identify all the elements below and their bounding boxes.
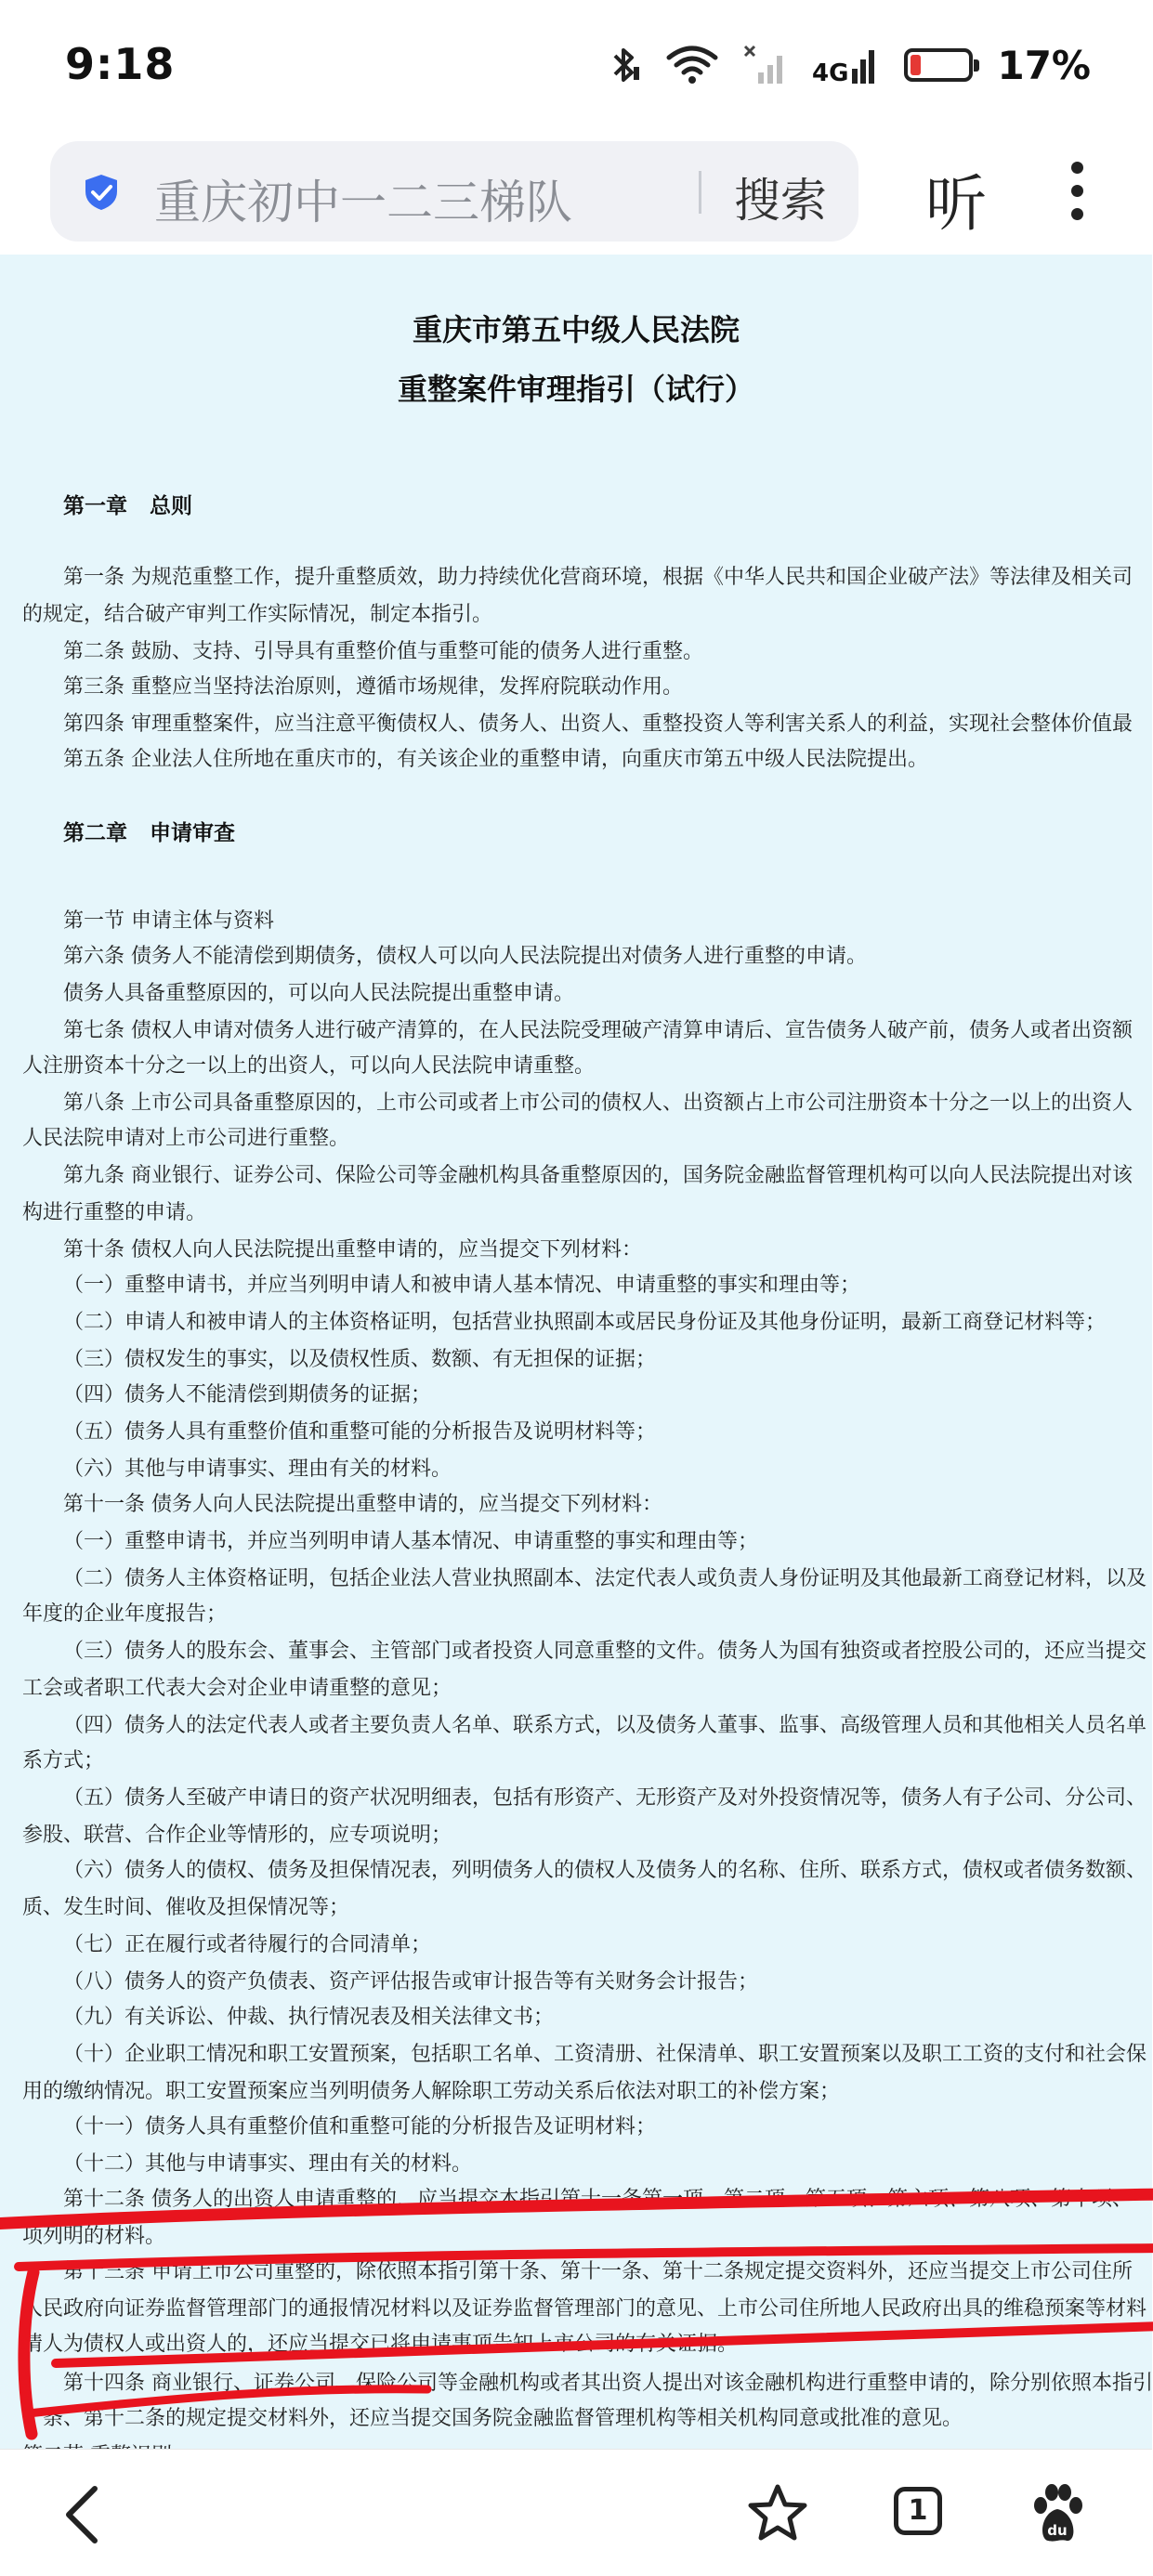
search-input[interactable]: 重庆初中一二三梯队 xyxy=(154,176,572,229)
more-vertical-icon[interactable] xyxy=(1063,162,1091,227)
status-icons xyxy=(608,37,1091,93)
signal-icon xyxy=(743,45,788,85)
battery-percent: 17% xyxy=(997,42,1091,88)
document-line: 参股、联营、合作企业等情形的，应专项说明； xyxy=(22,1824,452,1847)
document-line: 债务人具备重整原因的，可以向人民法院提出重整申请。 xyxy=(63,982,575,1005)
document-line: （六）债务人的债权、债务及担保情况表，列明债务人的债权人及债务人的名称、住所、联系方式，债权或者债务数额、 xyxy=(63,1859,1147,1882)
document-line: （四）债务人的法定代表人或者主要负责人名单、联系方式，以及债务人董事、监事、高级管理人员和其他相关人员名单 xyxy=(63,1714,1147,1737)
document-line: （十）企业职工情况和职工安置预案，包括职工名单、工资清册、社保清单、职工安置预案以及职工工资的支付和社会保 xyxy=(63,2043,1147,2066)
document-line: 第十四条 商业银行、证券公司、保险公司等金融机构或者其出资人提出对该金融机构进行重整申请的，除分别依照本指引 xyxy=(63,2372,1153,2395)
document-line: 项列明的材料。 xyxy=(22,2225,166,2248)
svg-text:du: du xyxy=(1047,2522,1068,2539)
bottom-navigation xyxy=(0,2449,1152,2576)
document-line: （一）重整申请书，并应当列明申请人和被申请人基本情况、申请重整的事实和理由等； xyxy=(63,1274,861,1297)
document-line: （二）债务人主体资格证明，包括企业法人营业执照副本、法定代表人或负责人身份证明及其他最新工商登记材料，以及 xyxy=(63,1567,1147,1590)
document-line: 第十二条 债务人的出资人申请重整的，应当提交本指引第十一条第一项、第二项、第五项、第六项、第八项、第十项、 xyxy=(63,2188,1133,2211)
document-line: 第十条 债权人向人民法院提出重整申请的，应当提交下列材料： xyxy=(63,1238,642,1262)
battery-icon xyxy=(904,48,973,82)
document-line: 第九条 商业银行、证券公司、保险公司等金融机构具备重整原因的，国务院金融监督管理机构可以向人民法院提出对该 xyxy=(63,1164,1133,1187)
document-line: （九）有关诉讼、仲裁、执行情况表及相关法律文书； xyxy=(63,2006,555,2029)
status-time: 9:18 xyxy=(65,39,176,89)
document-line: 质、发生时间、催收及担保情况等； xyxy=(22,1896,350,1919)
search-divider xyxy=(699,171,701,214)
document-line: 第二条 鼓励、支持、引导具有重整价值与重整可能的债务人进行重整。 xyxy=(63,640,703,663)
document-line: （三）债务人的股东会、董事会、主管部门或者投资人同意重整的文件。债务人为国有独资或者控股公司的，还应当提交 xyxy=(63,1640,1147,1663)
bluetooth-icon xyxy=(608,45,641,85)
document-line: （三）债权发生的事实，以及债权性质、数额、有无担保的证据； xyxy=(63,1348,657,1371)
search-box[interactable] xyxy=(50,141,858,242)
chapter-heading: 第一章 总则 xyxy=(63,494,193,518)
wifi-icon xyxy=(665,45,719,85)
document-line: （七）正在履行或者待履行的合同清单； xyxy=(63,1933,432,1956)
document-title: 重庆市第五中级人民法院 xyxy=(412,312,740,347)
document-line: （六）其他与申请事实、理由有关的材料。 xyxy=(63,1458,452,1481)
document-line: 年度的企业年度报告； xyxy=(22,1602,228,1626)
browser-toolbar xyxy=(0,130,1152,255)
document-line: 第一条 为规范重整工作，提升重整质效，助力持续优化营商环境，根据《中华人民共和国企业破产法》等法律及相关司 xyxy=(63,566,1133,589)
document-line: 请人为债权人或出资人的，还应当提交已将申请事项告知上市公司的有关证据。 xyxy=(22,2333,739,2356)
document-line: 用的缴纳情况。职工安置预案应当列明债务人解除职工劳动关系后依法对职工的补偿方案； xyxy=(22,2080,841,2103)
document-content xyxy=(0,255,1152,2449)
tabs-icon[interactable]: 1 xyxy=(894,2487,942,2535)
network-label: 4G xyxy=(812,59,849,87)
baidu-paw-icon[interactable] xyxy=(1028,2481,1087,2544)
document-line: （五）债务人具有重整价值和重整可能的分析报告及说明材料等； xyxy=(63,1420,657,1444)
document-line: （一）重整申请书，并应当列明申请人基本情况、申请重整的事实和理由等； xyxy=(63,1530,759,1553)
document-line: 第三条 重整应当坚持法治原则，遵循市场规律，发挥府院联动作用。 xyxy=(63,675,683,699)
document-line: （四）债务人不能清偿到期债务的证据； xyxy=(63,1383,432,1406)
document-line: 工会或者职工代表大会对企业申请重整的意见； xyxy=(22,1677,452,1700)
document-line: 第十一条 债务人向人民法院提出重整申请的，应当提交下列材料： xyxy=(63,1493,662,1516)
lte-signal xyxy=(812,45,880,85)
document-line: 人民法院申请对上市公司进行重整。 xyxy=(22,1127,350,1150)
document-line: 第七条 债权人申请对债务人进行破产清算的，在人民法院受理破产清算申请后、宣告债务人破产前，债务人或者出资额 xyxy=(63,1019,1133,1042)
document-line: 一条、第十二条的规定提交材料外，还应当提交国务院金融监督管理机构等相关机构同意或批准的意见。 xyxy=(22,2407,963,2430)
shield-check-icon xyxy=(82,173,121,212)
status-bar xyxy=(0,0,1152,130)
document-line: （十一）债务人具有重整价值和重整可能的分析报告及证明材料； xyxy=(63,2115,657,2138)
document-line: （十二）其他与申请事实、理由有关的材料。 xyxy=(63,2152,473,2176)
document-line: 构进行重整的申请。 xyxy=(22,1201,207,1224)
document-line: 系方式； xyxy=(22,1749,105,1772)
document-line: 第五条 企业法人住所地在重庆市的，有关该企业的重整申请，向重庆市第五中级人民法院提出。 xyxy=(63,748,928,771)
document-line: （八）债务人的资产负债表、资产评估报告或审计报告等有关财务会计报告； xyxy=(63,1970,759,1994)
back-arrow-icon[interactable] xyxy=(61,2485,102,2544)
document-line: 第六条 债务人不能清偿到期债务，债权人可以向人民法院提出对债务人进行重整的申请。 xyxy=(63,945,867,968)
document-line: （五）债务人至破产申请日的资产状况明细表，包括有形资产、无形资产及对外投资情况等，债务人有子公司、分公司、 xyxy=(63,1786,1147,1810)
document-line: 第四条 审理重整案件，应当注意平衡债权人、债务人、出资人、重整投资人等利害关系人的利益，实现社会整体价值最 xyxy=(63,713,1133,736)
battery-level xyxy=(911,55,920,75)
star-icon[interactable] xyxy=(747,2483,808,2543)
document-line: 人民政府向证券监督管理部门的通报情况材料以及证券监督管理部门的意见、上市公司住所地人民政府出具的维稳预案等材料 xyxy=(22,2297,1147,2321)
document-subtitle: 重整案件审理指引（试行） xyxy=(397,372,754,407)
document-line: 第八条 上市公司具备重整原因的，上市公司或者上市公司的债权人、出资额占上市公司注册资本十分之一以上的出资人 xyxy=(63,1092,1133,1115)
search-button[interactable]: 搜索 xyxy=(734,174,827,228)
document-line: 的规定，结合破产审判工作实际情况，制定本指引。 xyxy=(22,603,493,626)
chapter-heading: 第二章 申请审查 xyxy=(63,821,236,845)
listen-button[interactable]: 听 xyxy=(925,168,987,240)
document-line: （二）申请人和被申请人的主体资格证明，包括营业执照副本或居民身份证及其他身份证明，最新工商登记材料等； xyxy=(63,1311,1107,1334)
document-line: 人注册资本十分之一以上的出资人，可以向人民法院申请重整。 xyxy=(22,1054,596,1078)
document-line: 第十三条 申请上市公司重整的，除依照本指引第十条、第十一条、第十二条规定提交资料外，还应当提交上市公司住所 xyxy=(63,2260,1133,2283)
signal-strong-icon xyxy=(852,45,880,85)
document-line: 第一节 申请主体与资料 xyxy=(63,909,274,933)
